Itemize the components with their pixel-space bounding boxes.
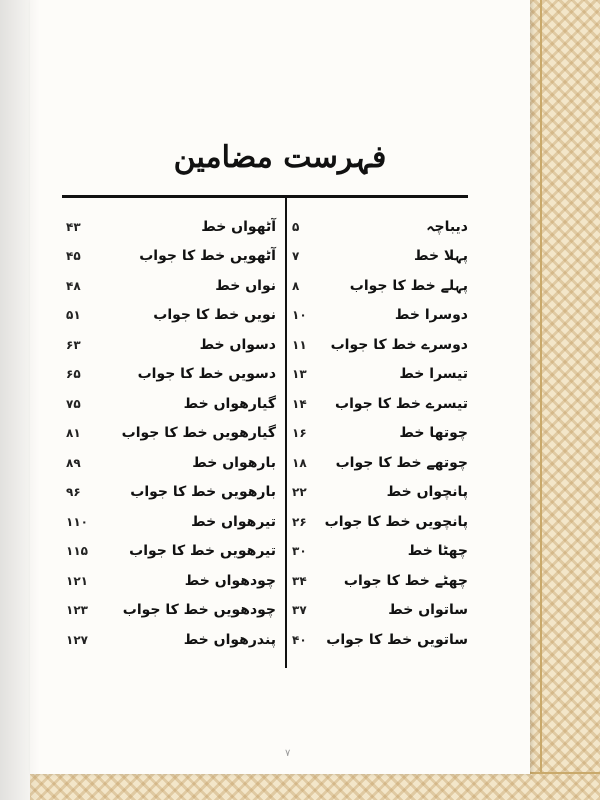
toc-entry-page: ۲۶ bbox=[292, 514, 307, 529]
toc-entry-page: ۳۴ bbox=[292, 573, 307, 588]
toc-entry bbox=[292, 301, 468, 331]
toc-entry-title: تیرھویں خط کا جواب bbox=[129, 543, 276, 560]
toc-entry-page: ۷۵ bbox=[66, 396, 81, 411]
toc-column-left bbox=[66, 212, 276, 655]
toc-entry bbox=[66, 242, 276, 272]
toc-entry bbox=[292, 389, 468, 419]
toc-entry-page: ۳۷ bbox=[292, 603, 307, 618]
toc-entry-title: دوسرے خط کا جواب bbox=[330, 336, 468, 353]
toc-entry-page: ۵ bbox=[292, 219, 300, 234]
toc-entry bbox=[66, 537, 276, 567]
toc-entry-title: چوتھے خط کا جواب bbox=[335, 454, 468, 471]
header-rule bbox=[62, 195, 468, 198]
toc-entry-title: آٹھواں خط bbox=[201, 218, 276, 235]
toc-entry-page: ۱۳ bbox=[292, 367, 307, 382]
toc-entry-page: ۷ bbox=[292, 249, 300, 264]
binding-shadow bbox=[0, 0, 40, 800]
toc-entry-title: ساتواں خط bbox=[388, 602, 468, 619]
toc-entry bbox=[66, 419, 276, 449]
toc-entry bbox=[66, 625, 276, 655]
toc-entry-title: نواں خط bbox=[215, 277, 276, 294]
toc-entry bbox=[66, 596, 276, 626]
toc-entry bbox=[292, 330, 468, 360]
toc-entry bbox=[66, 566, 276, 596]
toc-entry-title: پانچواں خط bbox=[386, 484, 468, 501]
toc-entry bbox=[66, 212, 276, 242]
toc-entry-page: ۸ bbox=[292, 278, 300, 293]
toc-entry bbox=[66, 271, 276, 301]
toc-entry-page: ۴۳ bbox=[66, 219, 81, 234]
toc-entry-page: ۱۸ bbox=[292, 455, 307, 470]
toc-entry-page: ۱۶ bbox=[292, 426, 307, 441]
toc-entry-title: دسویں خط کا جواب bbox=[137, 366, 276, 383]
decorative-border-bottom bbox=[30, 772, 600, 800]
toc-entry-page: ۵۱ bbox=[66, 308, 81, 323]
toc-entry-title: پہلے خط کا جواب bbox=[349, 277, 468, 294]
toc-entry bbox=[66, 448, 276, 478]
toc-column-right bbox=[292, 212, 468, 655]
toc-entry-page: ۱۴ bbox=[292, 396, 307, 411]
toc-entry-page: ۱۲۳ bbox=[66, 603, 88, 618]
toc-entry-title: تیسرا خط bbox=[399, 366, 468, 383]
toc-entry-page: ۳۰ bbox=[292, 544, 307, 559]
toc-entry bbox=[292, 212, 468, 242]
toc-entry-page: ۱۲۷ bbox=[66, 632, 88, 647]
toc-entry-title: بارھویں خط کا جواب bbox=[130, 484, 276, 501]
toc-entry-title: چھٹا خط bbox=[407, 543, 468, 560]
toc-entry-title: گیارھواں خط bbox=[183, 395, 276, 412]
toc-entry-page: ۴۰ bbox=[292, 632, 307, 647]
toc-entry-page: ۸۹ bbox=[66, 455, 81, 470]
toc-entry bbox=[292, 360, 468, 390]
toc-entry-page: ۱۲۱ bbox=[66, 573, 88, 588]
toc-entry-title: ساتویں خط کا جواب bbox=[326, 631, 468, 648]
toc-entry bbox=[292, 271, 468, 301]
toc-entry bbox=[66, 360, 276, 390]
toc-entry-page: ۱۱۵ bbox=[66, 544, 88, 559]
toc-entry-title: پہلا خط bbox=[413, 248, 468, 265]
toc-entry-title: تیرھواں خط bbox=[191, 513, 276, 530]
column-divider bbox=[285, 198, 287, 668]
decorative-border-right bbox=[528, 0, 600, 800]
toc-entry-title: آٹھویں خط کا جواب bbox=[139, 248, 276, 265]
toc-entry-title: پانچویں خط کا جواب bbox=[324, 513, 468, 530]
toc-entry bbox=[66, 389, 276, 419]
toc-entry-title: دیباچہ bbox=[426, 218, 468, 235]
toc-entry-title: گیارھویں خط کا جواب bbox=[121, 425, 276, 442]
toc-entry bbox=[66, 507, 276, 537]
page-footer-mark: ۷ bbox=[285, 748, 291, 759]
toc-entry bbox=[292, 448, 468, 478]
toc-entry-page: ۴۵ bbox=[66, 249, 81, 264]
toc-entry-page: ۱۱۰ bbox=[66, 514, 88, 529]
toc-entry-title: چھٹے خط کا جواب bbox=[343, 572, 468, 589]
toc-entry bbox=[66, 301, 276, 331]
toc-entry-page: ۶۵ bbox=[66, 367, 81, 382]
toc-entry-title: چودھواں خط bbox=[184, 572, 276, 589]
toc-entry-page: ۸۱ bbox=[66, 426, 81, 441]
toc-entry-title: دوسرا خط bbox=[394, 307, 468, 324]
toc-entry-title: تیسرے خط کا جواب bbox=[335, 395, 468, 412]
toc-entry bbox=[292, 596, 468, 626]
toc-entry-title: دسواں خط bbox=[199, 336, 276, 353]
toc-entry-page: ۶۳ bbox=[66, 337, 81, 352]
toc-entry bbox=[292, 419, 468, 449]
toc-entry bbox=[66, 478, 276, 508]
page-sheet bbox=[30, 0, 530, 774]
toc-entry bbox=[292, 507, 468, 537]
toc-entry bbox=[292, 537, 468, 567]
toc-entry-page: ۲۲ bbox=[292, 485, 307, 500]
toc-entry-page: ۱۱ bbox=[292, 337, 307, 352]
toc-entry-page: ۹۶ bbox=[66, 485, 81, 500]
toc-entry-page: ۱۰ bbox=[292, 308, 307, 323]
toc-entry bbox=[292, 625, 468, 655]
toc-entry-page: ۴۸ bbox=[66, 278, 81, 293]
toc-entry bbox=[66, 330, 276, 360]
toc-entry-title: نویں خط کا جواب bbox=[153, 307, 276, 324]
toc-entry-title: چوتھا خط bbox=[399, 425, 468, 442]
page-title: فہرست مضامین bbox=[173, 140, 387, 175]
toc-entry bbox=[292, 242, 468, 272]
toc-entry-title: چودھویں خط کا جواب bbox=[122, 602, 276, 619]
toc-entry-title: پندرھواں خط bbox=[183, 631, 276, 648]
toc-entry bbox=[292, 566, 468, 596]
toc-entry bbox=[292, 478, 468, 508]
toc-entry-title: بارھواں خط bbox=[192, 454, 276, 471]
